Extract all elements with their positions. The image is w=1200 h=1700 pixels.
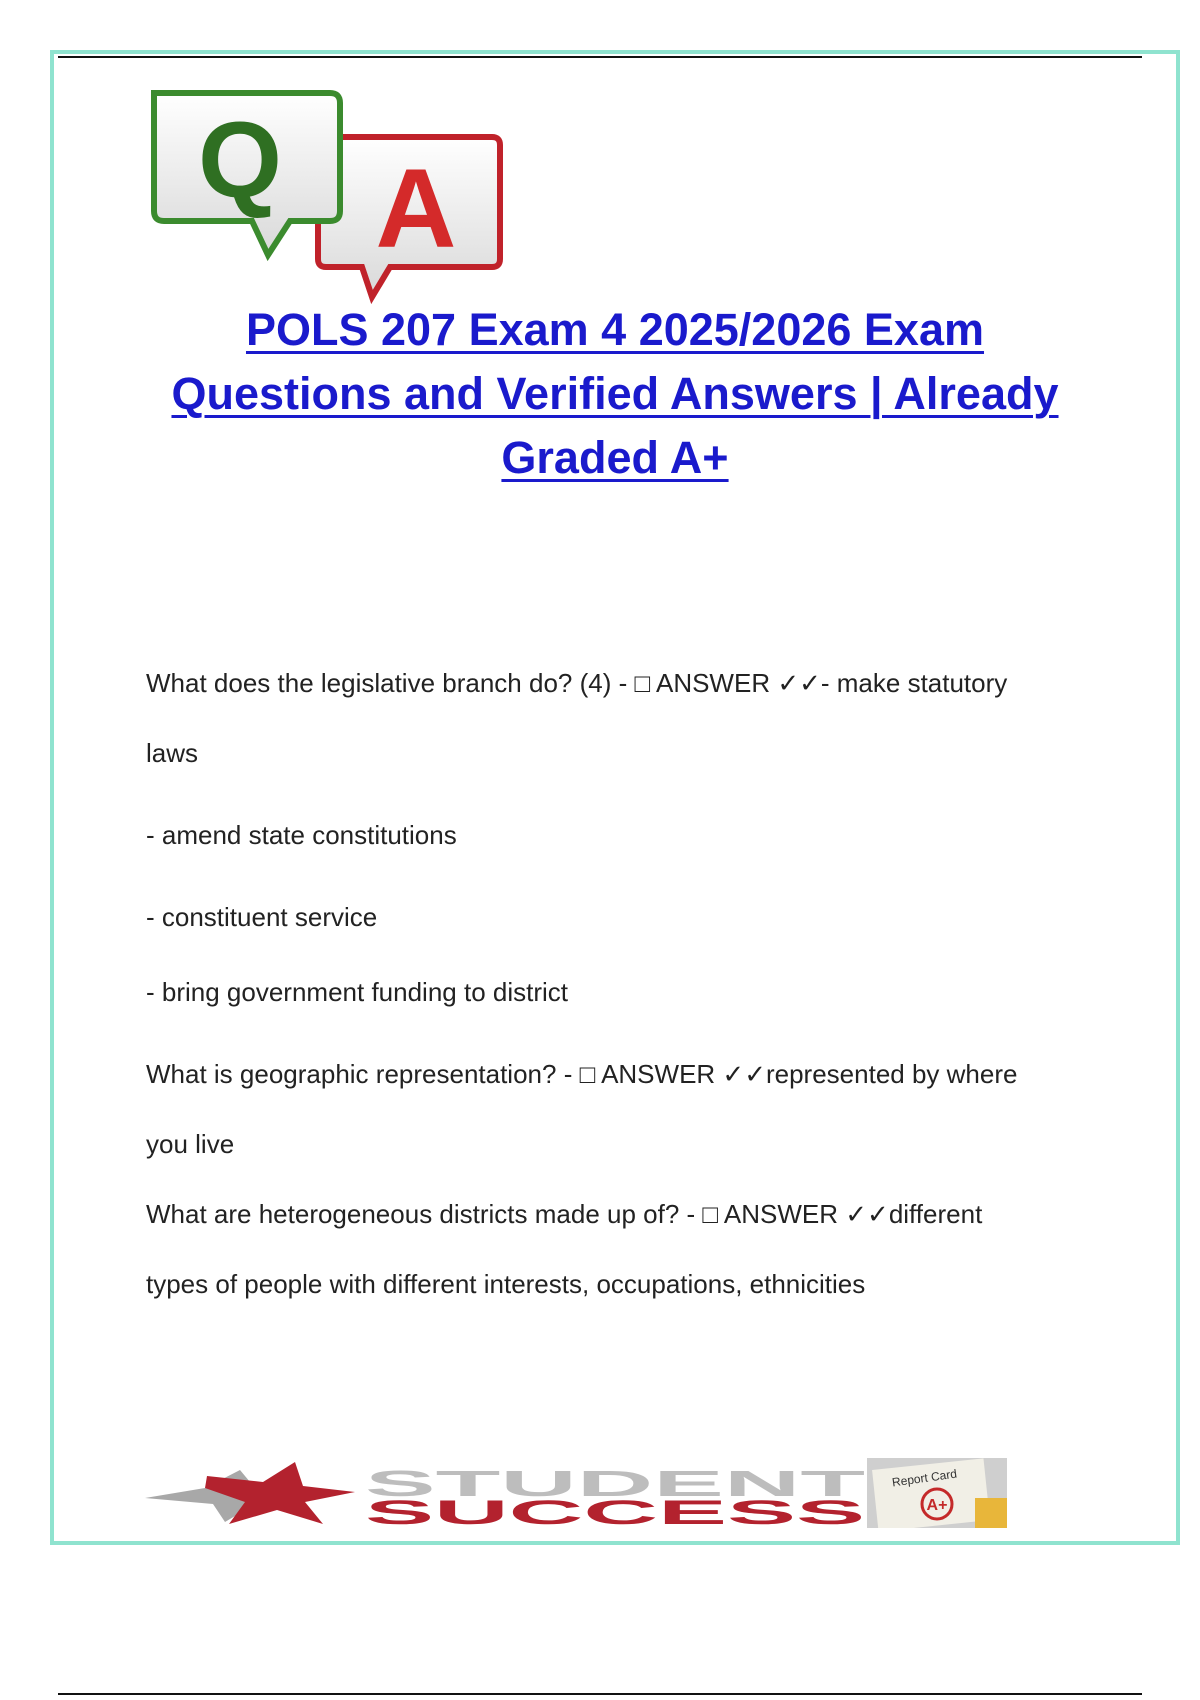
report-card-label: Report Card (891, 1466, 958, 1490)
top-rule (58, 56, 1142, 58)
q-letter: Q (197, 99, 283, 220)
answer-line: - bring government funding to district (146, 977, 568, 1007)
document-title: POLS 207 Exam 4 2025/2026 Exam Questions and Verified Answers | Already Graded A+ (171, 304, 1059, 483)
question-line: What does the legislative branch do? (4) - □ ANSWER ✓✓- make statutory (146, 668, 1008, 698)
question-line: What is geographic representation? - □ ANSWER ✓✓represented by where (146, 1059, 1018, 1089)
question-line: What are heterogeneous districts made up of? - □ ANSWER ✓✓different (146, 1199, 983, 1229)
student-success-banner (145, 1458, 1085, 1528)
answer-line: you live (146, 1129, 235, 1159)
report-card-envelope (975, 1498, 1007, 1528)
grade-text: A+ (926, 1497, 948, 1514)
a-letter: A (375, 146, 457, 271)
answer-line: laws (146, 738, 199, 768)
qa-content (146, 668, 1106, 1299)
answer-line: - amend state constitutions (146, 820, 457, 850)
answer-line: - constituent service (146, 902, 378, 932)
banner-word-success: SUCCESS (365, 1494, 865, 1528)
answer-line: types of people with different interests, occupations, ethnicities (146, 1269, 866, 1299)
bottom-rule (58, 1693, 1142, 1695)
qa-logo (140, 75, 520, 305)
banner-word-student: STUDENT (365, 1463, 866, 1504)
